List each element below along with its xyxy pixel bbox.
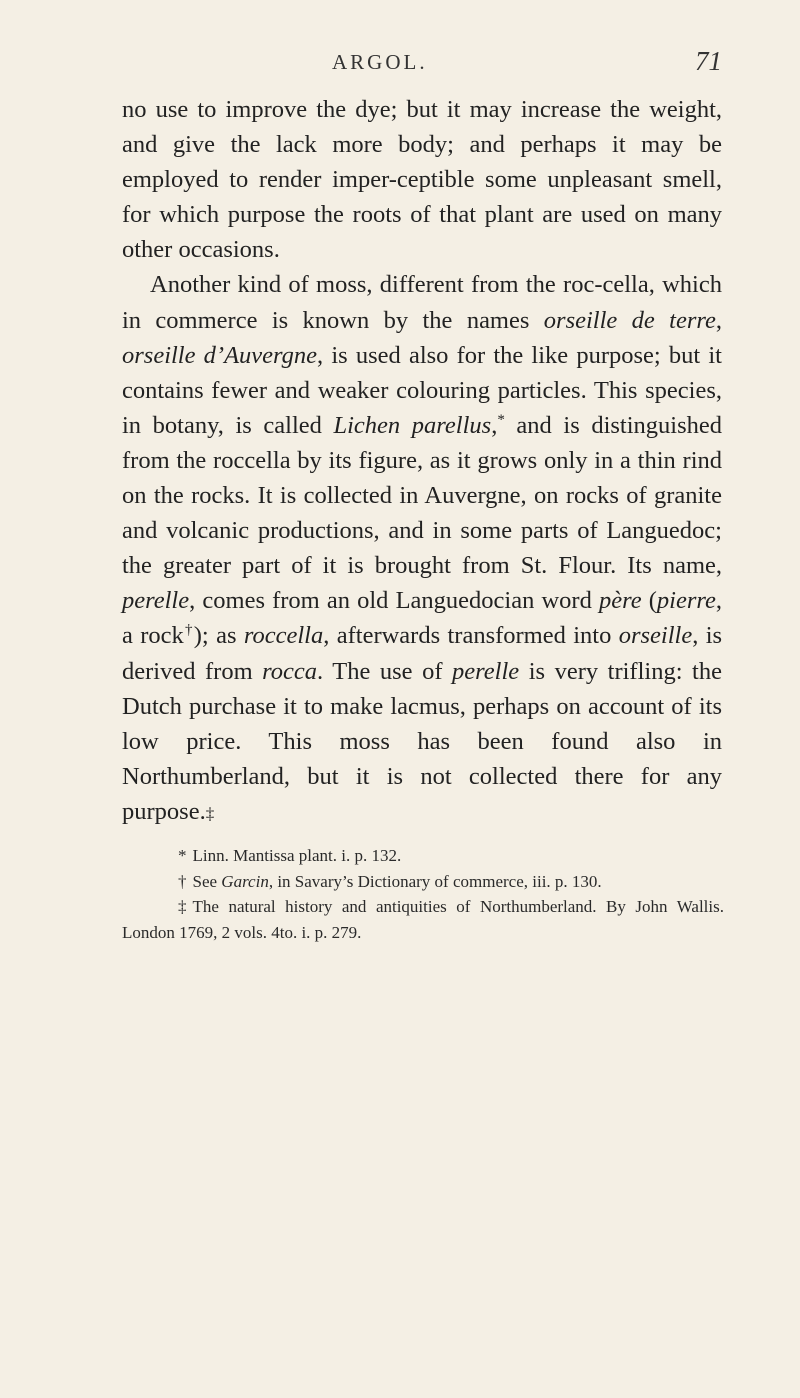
footnote-2 — [122, 869, 724, 895]
term-pere: père — [598, 587, 642, 615]
footnote-1 — [122, 843, 724, 869]
text-span: , afterwards transformed into — [323, 622, 619, 650]
term-orseille-dauvergne: orseille d’Auvergne — [122, 341, 318, 369]
text-span: , is used also for the like purpose; but it contains fewer and weaker colouring particles. This species, in botany, is called — [122, 341, 722, 439]
text-span: , is derived from — [122, 622, 723, 685]
paragraph-moss — [122, 267, 722, 831]
footnote-ref-1: * — [497, 411, 505, 428]
footnote-text: The natural history and antiquities of Northumberland. By John Wallis. London 1769, 2 vols. 4to. i. p. 279. — [122, 897, 724, 942]
term-lichen-parellus: Lichen parellus — [333, 411, 492, 439]
text-span: ); as — [193, 622, 244, 650]
footnote-text: Linn. Mantissa plant. i. p. 132. — [192, 846, 402, 865]
text-span: ( — [641, 587, 657, 615]
term-orseille: orseille — [618, 622, 693, 650]
footnotes — [122, 843, 724, 945]
footnote-marker: † — [178, 871, 187, 891]
footnote-3 — [122, 894, 724, 945]
footnote-ref-2: † — [183, 622, 194, 639]
text-span: , — [715, 306, 722, 334]
term-roccella: roccella — [243, 622, 324, 650]
body-text — [122, 92, 722, 831]
term-rocca: rocca — [262, 657, 318, 685]
footnote-marker: * — [178, 846, 187, 865]
paragraph-continuation: no use to improve the dye; but it may increase the weight, and give the lack more body; and perhaps it may be employed to render imper-ceptible some unpleasant smell, for which purpose the roots of that plant are used on many other occasions. — [122, 96, 722, 264]
page-number: 71 — [695, 46, 722, 76]
running-head — [122, 46, 722, 84]
footnote-text: See — [192, 871, 222, 891]
text-span: Another kind of moss, different from the roc-cella, which in commerce is known by the names — [122, 271, 722, 334]
footnote-italic: Garcin — [221, 871, 269, 891]
text-span: . The use of — [317, 657, 453, 685]
term-pierre: pierre — [656, 587, 716, 615]
term-perelle: perelle — [122, 587, 190, 615]
term-perelle-2: perelle — [452, 657, 520, 685]
text-span: is very trifling: the Dutch purchase it to make lacmus, perhaps on account of its low price. This moss has been found also in Northumberland, but it is not collected there for any purpose. — [122, 657, 722, 825]
term-orseille-de-terre: orseille de terre — [543, 306, 716, 334]
footnote-ref-3: ‡ — [205, 803, 215, 823]
text-span: , a rock — [122, 587, 722, 650]
footnote-marker: ‡ — [178, 897, 187, 916]
text-span: , — [491, 411, 498, 439]
text-span: , comes from an old Languedocian word — [189, 587, 599, 615]
text-span: and is distinguished from the roccella by its figure, as it grows only in a thin rind on the rocks. It is collected in Auvergne, on rocks of granite and volcanic productions, and in some parts of Languedoc; the greater part of it is brought from St. Flour. Its name, — [122, 411, 722, 580]
footnote-text: , in Savary’s Dictionary of commerce, iii. p. 130. — [268, 871, 602, 891]
running-title: ARGOL. — [332, 50, 428, 74]
